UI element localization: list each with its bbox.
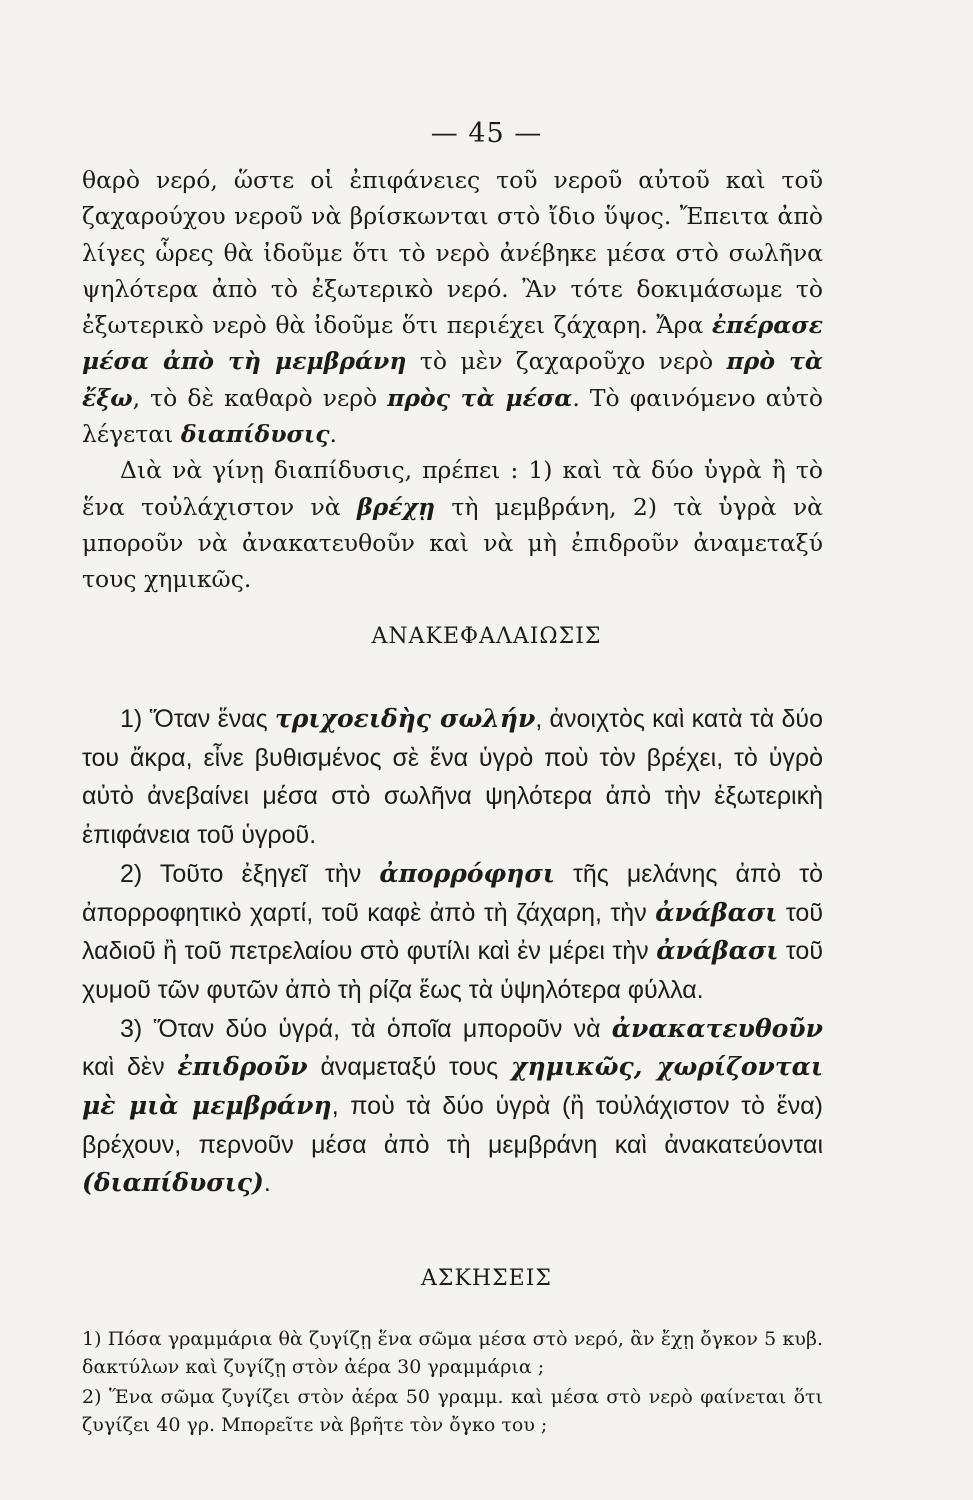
summary-section xyxy=(82,700,823,1203)
exercises-heading: ΑΣΚΗΣΕΙΣ xyxy=(421,1266,552,1291)
exercise-2: 2) Ἕνα σῶμα ζυγίζει στὸν ἀέρα 50 γραμμ. καὶ μέσα στὸ νερὸ φαίνεται ὅτι ζυγίζει 40 γρ. Μπορεῖτε νὰ βρῆτε τὸν ὄγκο του ; xyxy=(82,1386,823,1436)
exercise-1: 1) Πόσα γραμμάρια θὰ ζυγίζῃ ἕνα σῶμα μέσα στὸ νερό, ἂν ἔχῃ ὄγκον 5 κυβ. δακτύλων καὶ ζυγίζῃ στὸν ἀέρα 30 γραμμάρια ; xyxy=(82,1328,823,1378)
intro-text xyxy=(82,162,823,598)
page-number: — 45 — xyxy=(430,118,543,149)
exercises-section xyxy=(82,1326,823,1442)
intro-paragraph-1: θαρὸ νερό, ὥστε οἱ ἐπιφάνειες τοῦ νεροῦ αὐτοῦ καὶ τοῦ ζαχαρούχου νεροῦ νὰ βρίσκωνται στὸ ἴδιο ὕψος. Ἔπειτα ἀπὸ λίγες ὧρες θὰ ἰδοῦμε ὅτι τὸ νερὸ ἀνέβηκε μέσα στὸ σωλῆνα ψηλότερα ἀπὸ τὸ ἐξωτερικὸ νερό. Ἂν τότε δοκιμάσωμε τὸ ἐξωτερικὸ νερὸ θὰ ἰδοῦμε ὅτι περιέχει ζάχαρη. Ἄρα ἐπέρασε μέσα ἀπὸ τὴ μεμβράνη τὸ μὲν ζαχαροῦχο νερὸ πρὸ τὰ ἔξω, τὸ δὲ καθαρὸ νερὸ πρὸς τὰ μέσα. Τὸ φαινόμενο αὐτὸ λέγεται διαπίδυσις. xyxy=(82,166,823,449)
summary-item-2: 2) Τοῦτο ἐξηγεῖ τὴν ἀπορρόφησι τῆς μελάνης ἀπὸ τὸ ἀπορροφητικὸ χαρτί, τοῦ καφὲ ἀπὸ τὴ ζάχαρη, τὴν ἀνάβασι τοῦ λαδιοῦ ἢ τοῦ πετρελαίου στὸ φυτίλι καὶ ἐν μέρει τὴν ἀνάβασι τοῦ χυμοῦ τῶν φυτῶν ἀπὸ τὴ ρίζα ἕως τὰ ὑψηλότερα φύλλα. xyxy=(82,858,824,1004)
summary-heading: ΑΝΑΚΕΦΑΛΑΙΩΣΙΣ xyxy=(371,624,602,649)
intro-paragraph-2: Διὰ νὰ γίνῃ διαπίδυσις, πρέπει : 1) καὶ τὰ δύο ὑγρὰ ἢ τὸ ἕνα τοὐλάχιστον νὰ βρέχῃ τὴ μεμβράνη, 2) τὰ ὑγρὰ νὰ μποροῦν νὰ ἀνακατευθοῦν καὶ νὰ μὴ ἐπιδροῦν ἀναμεταξύ τους χημικῶς. xyxy=(82,456,824,594)
summary-item-3: 3) Ὅταν δύο ὑγρά, τὰ ὁποῖα μποροῦν νὰ ἀνακατευθοῦν καὶ δὲν ἐπιδροῦν ἀναμεταξύ τους χημικῶς, χωρίζονται μὲ μιὰ μεμβράνη, ποὺ τὰ δύο ὑγρὰ (ἢ τοὐλάχιστον τὸ ἕνα) βρέχουν, περνοῦν μέσα ἀπὸ τὴ μεμβράνη καὶ ἀνακατεύονται (διαπίδυσις). xyxy=(82,1013,823,1198)
summary-item-1: 1) Ὅταν ἕνας τριχοειδὴς σωλήν, ἀνοιχτὸς καὶ κατὰ τὰ δύο του ἄκρα, εἶνε βυθισμένος σὲ ἕνα ὑγρὸ ποὺ τὸν βρέχει, τὸ ὑγρὸ αὐτὸ ἀνεβαίνει μέσα στὸ σωλῆνα ψηλότερα ἀπὸ τὴν ἐξωτερικὴ ἐπιφάνεια τοῦ ὑγροῦ. xyxy=(82,704,823,850)
